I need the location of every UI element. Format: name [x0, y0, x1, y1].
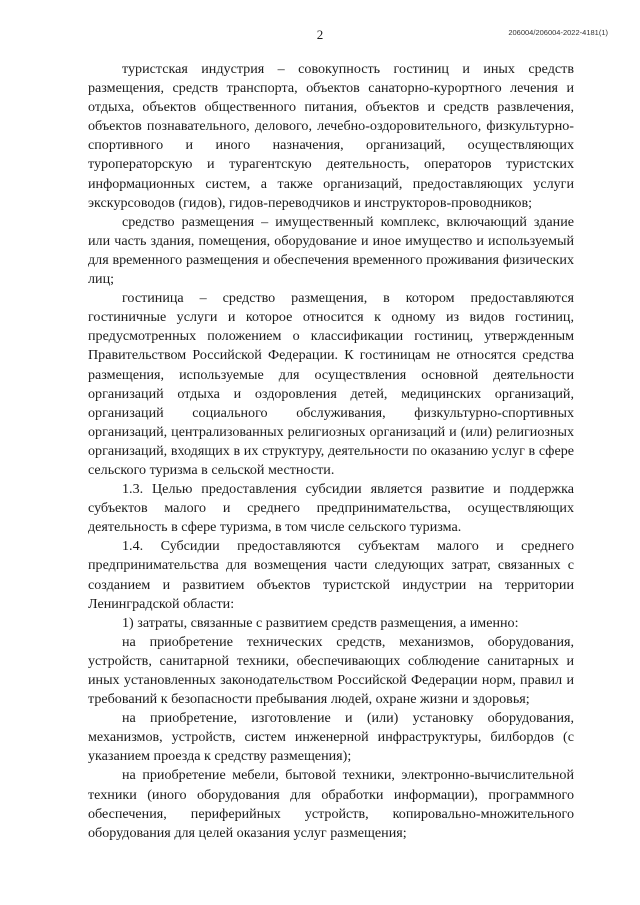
- paragraph-item-1: 1) затраты, связанные с развитием средств размещения, а именно:: [122, 614, 519, 631]
- paragraph-technical-means: на приобретение технических средств, механизмов, оборудования, устройств, санитарной техники, обеспечивающих соблюдение санитарных и иных установленных законодательством Российской Федерации норм, правил и требований к безопасности пребывания людей, охране жизни и здоровья;: [88, 633, 574, 708]
- paragraph-1-3: 1.3. Целью предоставления субсидии является развитие и поддержка субъектов малого и среднего предпринимательства, осуществляющих деятельность в сфере туризма, в том числе сельского туризма.: [88, 481, 574, 536]
- paragraph-accommodation: средство размещения – имущественный комплекс, включающий здание или часть здания, помещения, оборудование и иное имущество и используемый для временного размещения и обеспечения временного проживания физических лиц;: [88, 213, 574, 288]
- paragraph-1-4: 1.4. Субсидии предоставляются субъектам малого и среднего предпринимательства для возмещения части следующих затрат, связанных с созданием и развитием объектов туристской индустрии на территории Ленинградской области:: [88, 538, 574, 612]
- page-number: 2: [316, 27, 324, 42]
- document-body: [88, 60, 574, 843]
- paragraph-furniture: на приобретение мебели, бытовой техники, электронно-вычислительной техники (иного оборудования для обработки информации), программного обеспечения, периферийных устройств, копировально-множительного оборудования для целей оказания услуг размещения;: [88, 767, 574, 841]
- paragraph-hotel: гостиница – средство размещения, в котором предоставляются гостиничные услуги и которое относится к одному из видов гостиниц, предусмотренных положением о классификации гостиниц, утвержденным Правительством Российской Федерации. К гостиницам не относятся средства размещения, используемые для осуществления основной деятельности организаций отдыха и оздоровления детей, медицинских организаций, организаций социального обслуживания, физкультурно-спортивных организаций, централизованных религиозных организаций и (или) религиозных организаций, входящих в их структуру, деятельности по оказанию услуг в сфере сельского туризма в сельской местности.: [88, 290, 574, 478]
- paragraph-equipment-install: на приобретение, изготовление и (или) установку оборудования, механизмов, устройств, систем инженерной инфраструктуры, билбордов (с указанием проезда к средству размещения);: [88, 710, 574, 765]
- paragraph-tourist-industry: туристская индустрия – совокупность гостиниц и иных средств размещения, средств транспорта, объектов санаторно-курортного лечения и отдыха, объектов общественного питания, объектов и средств развлечения, объектов познавательного, делового, лечебно-оздоровительного, физкультурно-спортивного и иного назначения, организаций, осуществляющих туроператорскую и турагентскую деятельность, операторов туристских информационных систем, а также организаций, предоставляющих услуги экскурсоводов (гидов), гидов-переводчиков и инструкторов-проводников;: [88, 61, 574, 211]
- document-id: 206004/206004-2022-4181(1): [508, 28, 608, 37]
